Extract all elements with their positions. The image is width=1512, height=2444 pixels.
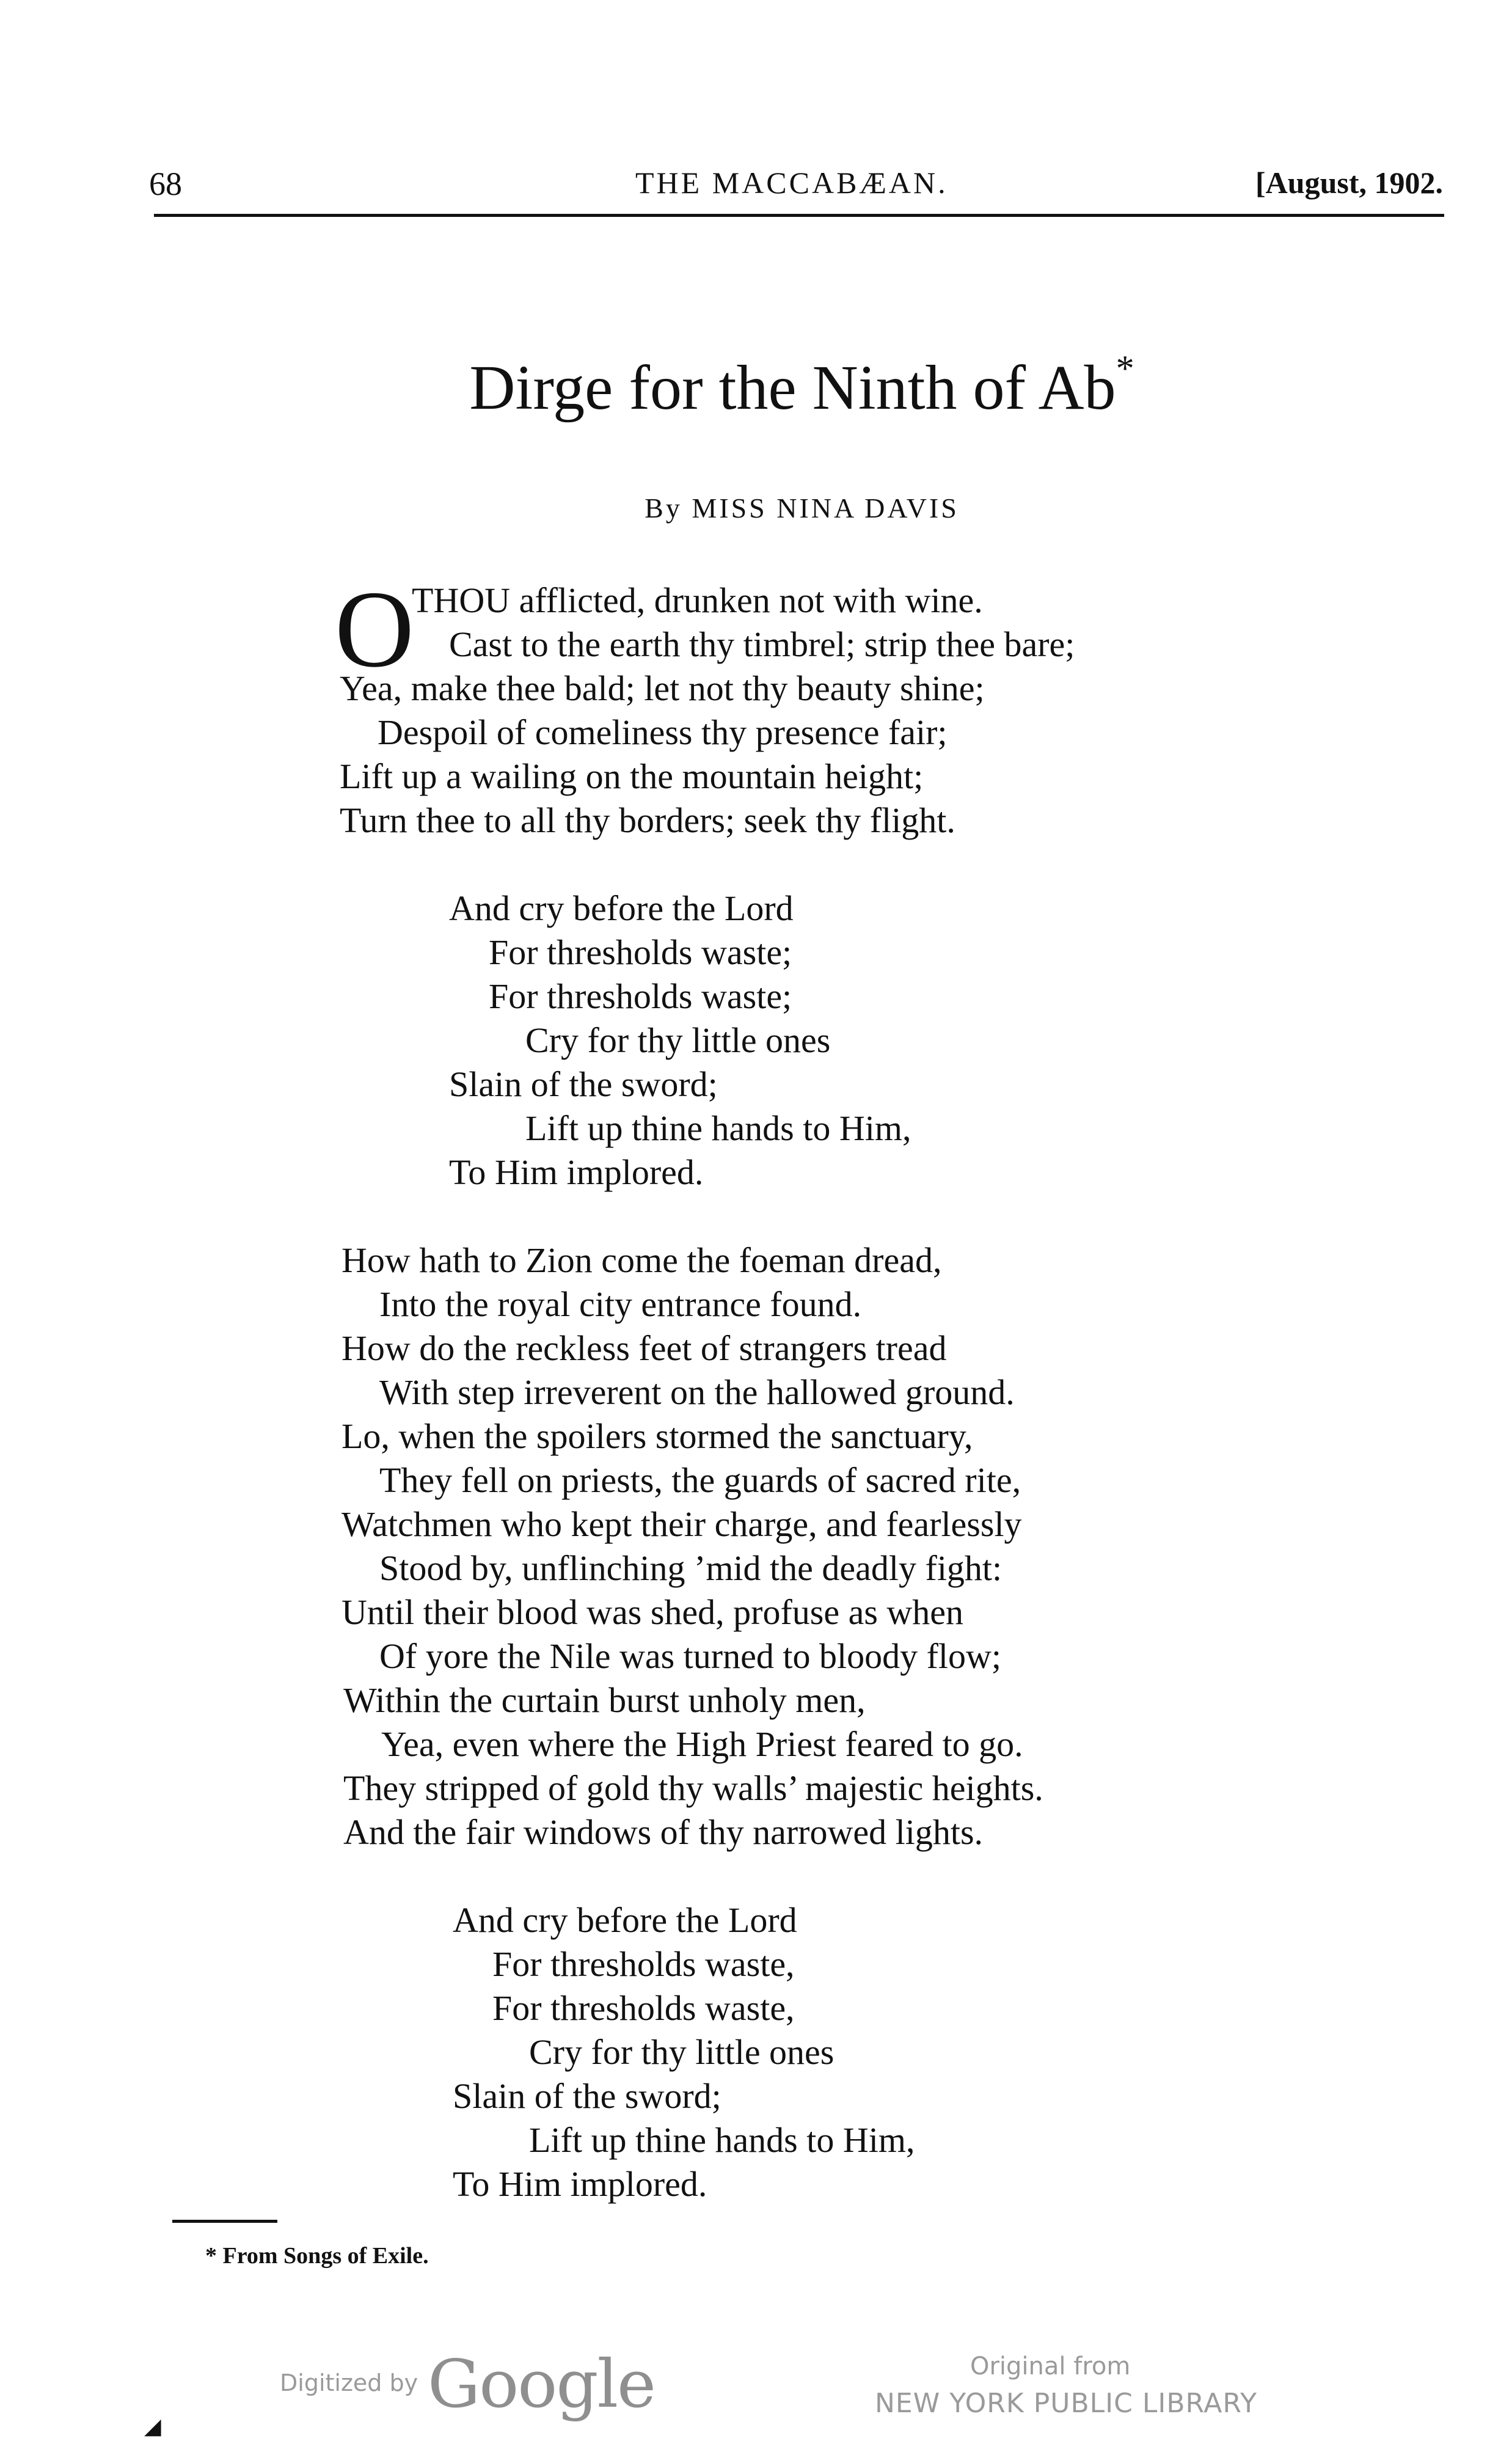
poem-line: Lift up a wailing on the mountain height;: [340, 756, 924, 796]
poem-line: Within the curtain burst unholy men,: [343, 1680, 866, 1720]
page-number: 68: [149, 166, 182, 202]
poem-line: Lift up thine hands to Him,: [525, 1108, 911, 1148]
poem-line: To Him implored.: [449, 1152, 704, 1192]
footnote-rule: [172, 2220, 277, 2223]
poem-line: And cry before the Lord: [453, 1900, 797, 1940]
poem-line: For thresholds waste;: [489, 932, 792, 972]
poem-line: Despoil of comeliness thy presence fair;: [378, 712, 948, 752]
poem-line: Yea, even where the High Priest feared to go.: [381, 1724, 1023, 1764]
poem-line: Cry for thy little ones: [525, 1020, 831, 1060]
poem-line: They stripped of gold thy walls’ majestic heights.: [343, 1768, 1043, 1808]
digitized-by-label: Digitized by: [280, 2369, 418, 2396]
poem-line: Yea, make thee bald; let not thy beauty shine;: [340, 668, 985, 708]
poem-line: Lift up thine hands to Him,: [529, 2120, 915, 2160]
header-rule: [154, 214, 1444, 217]
poem-title: [0, 348, 1512, 424]
poem-line: Stood by, unflinching ’mid the deadly fight:: [379, 1548, 1003, 1588]
poem-line: Slain of the sword;: [453, 2076, 721, 2116]
original-from-label: Original from: [970, 2352, 1131, 2380]
poem-line: Lo, when the spoilers stormed the sanctuary,: [341, 1416, 973, 1456]
issue-date: [August, 1902.: [1255, 166, 1443, 200]
poem-line: They fell on priests, the guards of sacred rite,: [379, 1460, 1021, 1500]
footnote: * From Songs of Exile.: [205, 2243, 429, 2269]
poem-line: To Him implored.: [453, 2164, 707, 2204]
poem-line: With step irreverent on the hallowed ground.: [379, 1372, 1015, 1412]
footnote-marker: *: [1116, 348, 1134, 389]
poem-line: How hath to Zion come the foeman dread,: [341, 1240, 942, 1280]
poem-line: Slain of the sword;: [449, 1064, 718, 1104]
poem-line: For thresholds waste,: [492, 1944, 795, 1984]
poem-line: Until their blood was shed, profuse as when: [341, 1592, 964, 1632]
poem-line: For thresholds waste;: [489, 976, 792, 1016]
poem-title-text: Dirge for the Ninth of Ab: [469, 353, 1116, 423]
poem-line: THOU afflicted, drunken not with wine.: [412, 580, 983, 620]
poem-line: Turn thee to all thy borders; seek thy flight.: [340, 800, 955, 840]
poem-line: Cast to the earth thy timbrel; strip thee bare;: [449, 624, 1075, 664]
library-name: NEW YORK PUBLIC LIBRARY: [875, 2388, 1258, 2419]
google-logo: Google: [428, 2346, 655, 2423]
poem-line: And the fair windows of thy narrowed lights.: [343, 1812, 984, 1852]
poem-line: How do the reckless feet of strangers tread: [341, 1328, 947, 1368]
byline: By MISS NINA DAVIS: [645, 492, 959, 524]
running-title: THE MACCABÆAN.: [635, 166, 948, 200]
poem-line: And cry before the Lord: [449, 888, 794, 928]
poem-line: Into the royal city entrance found.: [379, 1284, 862, 1324]
poem-line: Cry for thy little ones: [529, 2032, 835, 2072]
scan-corner-mark: ◢: [144, 2414, 161, 2439]
poem-line: Of yore the Nile was turned to bloody flow;: [379, 1636, 1002, 1676]
poem-line: For thresholds waste,: [492, 1988, 795, 2028]
drop-cap: O: [335, 568, 414, 690]
poem-line: Watchmen who kept their charge, and fearlessly: [341, 1504, 1022, 1544]
